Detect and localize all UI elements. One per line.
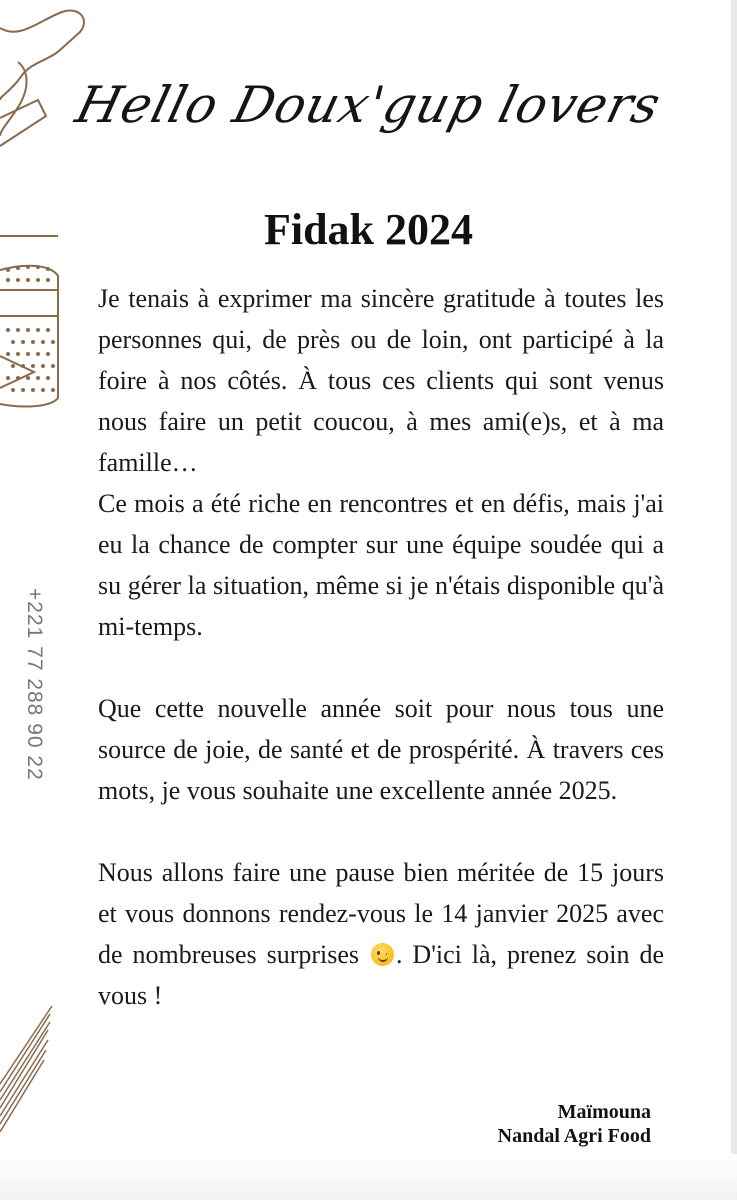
- bottom-fade: [0, 1154, 737, 1200]
- paragraph-spacer: [98, 647, 664, 688]
- paragraph-gratitude: Je tenais à exprimer ma sincère gratitude à toutes les personnes qui, de près ou de loin, ont participé à la foire à nos côtés. À tous ces clients qui sont venus nous faire un petit coucou, à mes ami(e)s, et à ma famille…: [98, 284, 664, 477]
- phone-number: +221 77 288 90 22: [23, 588, 46, 781]
- deco-bowl-body: [0, 266, 58, 407]
- break-announcement-text: Nous allons faire une pause bien méritée de 15 jours et vous donnons rendez-vous le 14 janvier 2025 avec de nombreuses surprises: [98, 858, 664, 969]
- page-title: Fidak 2024: [263, 205, 474, 254]
- signature-name: Maïmouna: [557, 1101, 651, 1123]
- right-edge-strip: [731, 0, 737, 1200]
- deco-bowl-band: [0, 290, 58, 316]
- letter-body: [98, 278, 664, 1016]
- paragraph-new-year-wishes: Que cette nouvelle année soit pour nous tous une source de joie, de santé et de prospérité. À travers ces mots, je vous souhaite une excellente année 2025.: [98, 694, 664, 805]
- paragraph-spacer: [98, 811, 664, 852]
- signature-block: [498, 1100, 651, 1148]
- paragraph-break-announcement: [98, 852, 664, 1016]
- deco-whisk: [0, 1006, 52, 1132]
- signature-company: Nandal Agri Food: [497, 1125, 651, 1147]
- winking-face-icon: [371, 943, 394, 966]
- greeting-heading: Hello Doux'gup lovers: [70, 76, 667, 134]
- break-announcement-closing: . D'ici là, prenez soin de vous !: [98, 940, 665, 1010]
- deco-bowl-fold: [0, 356, 34, 388]
- paragraph-month-review: Ce mois a été riche en rencontres et en défis, mais j'ai eu la chance de compter sur une équipe soudée qui a su gérer la situation, même si je n'étais disponible qu'à mi-temps.: [98, 489, 664, 641]
